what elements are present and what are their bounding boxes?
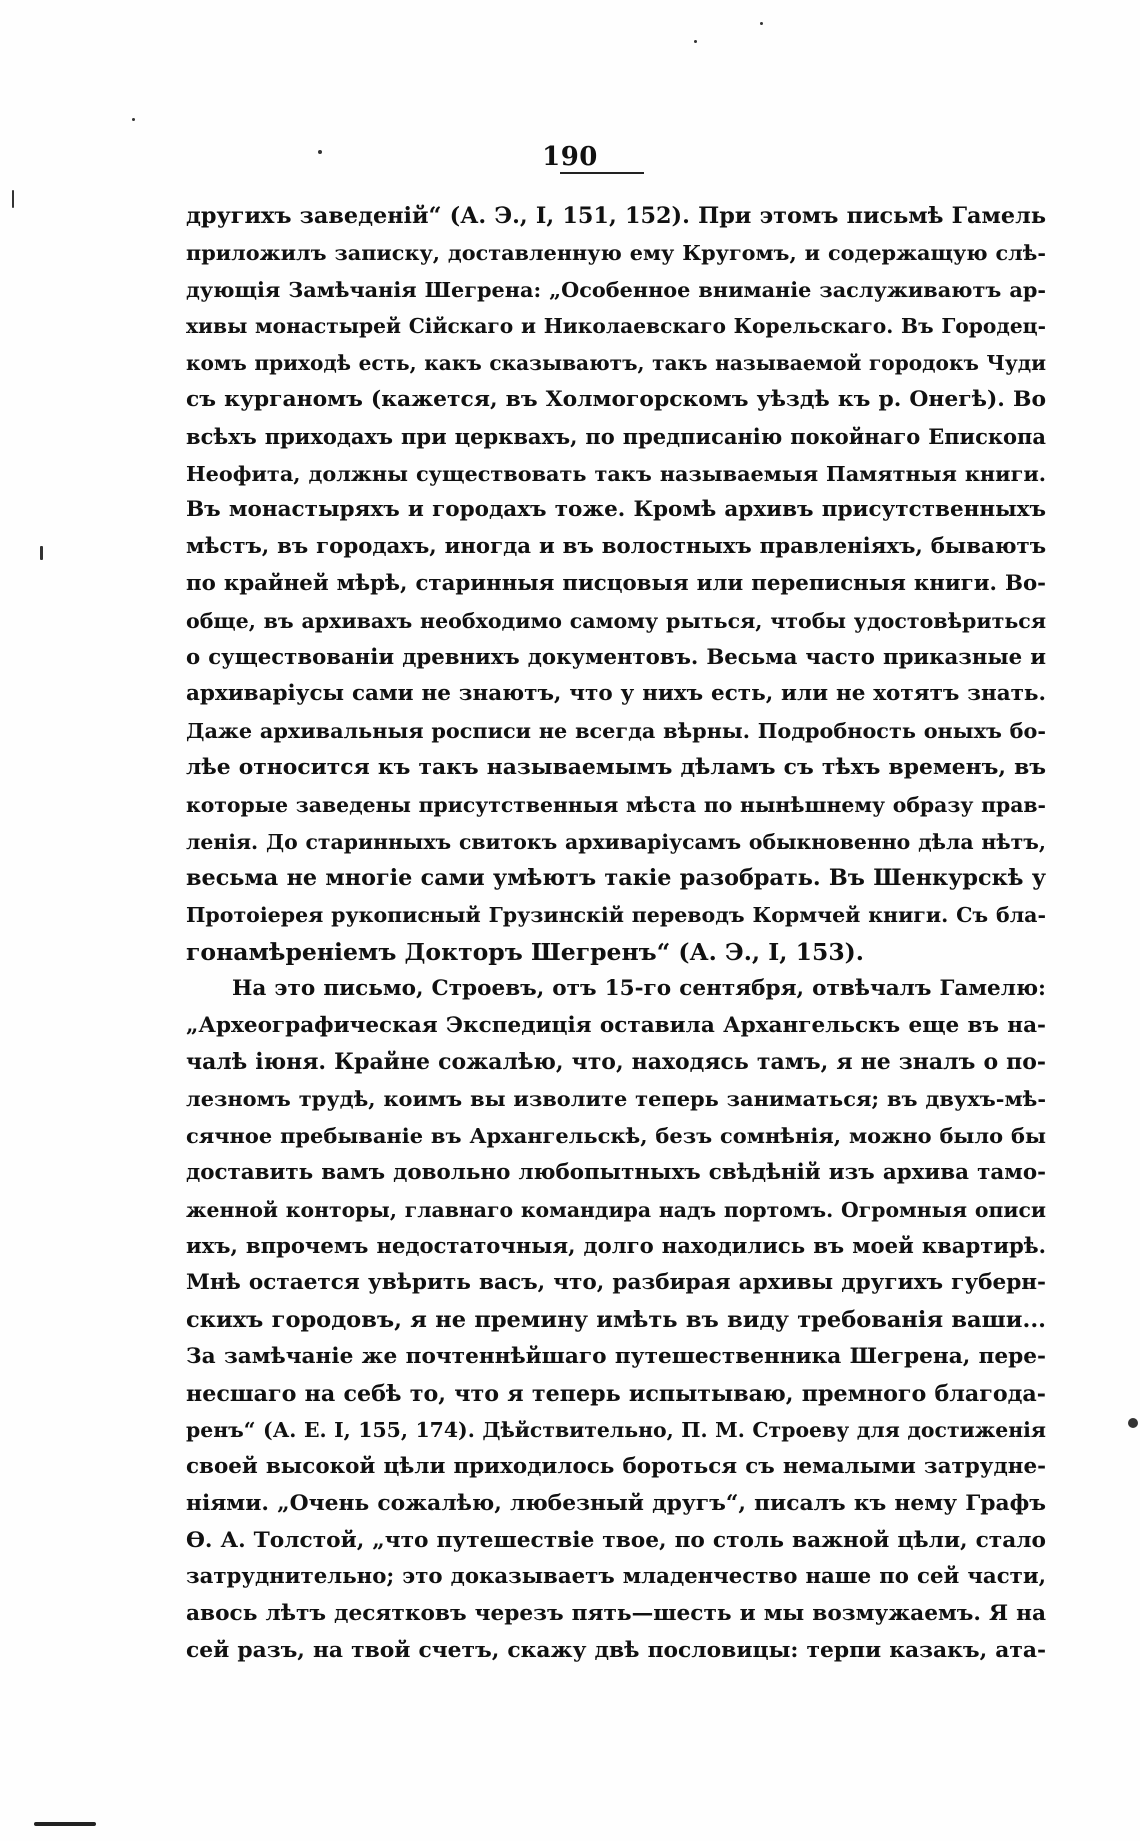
text-line: ихъ, впрочемъ недостаточныя, долго находились въ моей квартирѣ. bbox=[186, 1233, 1046, 1259]
text-line: доставить вамъ довольно любопытныхъ свѣдѣній изъ архива тамо- bbox=[186, 1159, 1046, 1185]
text-line: чалѣ іюня. Крайне сожалѣю, что, находясь тамъ, я не зналъ о по- bbox=[186, 1049, 1046, 1076]
text-line: ніями. „Очень сожалѣю, любезный другъ“, писалъ къ нему Графъ bbox=[186, 1490, 1046, 1516]
text-line: комъ приходѣ есть, какъ сказываютъ, такъ называемой городокъ Чуди bbox=[186, 351, 1046, 376]
text-line: Ѳ. А. Толстой, „что путешествіе твое, по столь важной цѣли, стало bbox=[186, 1527, 1046, 1553]
text-line: гонамѣреніемъ Докторъ Шегренъ“ (А. Э., І, 153). bbox=[186, 937, 864, 966]
text-line: ленія. До старинныхъ свитокъ архиваріусамъ обыкновенно дѣла нѣтъ, bbox=[186, 829, 1046, 854]
text-line: затруднительно; это доказываетъ младенчество наше по сей части, bbox=[186, 1564, 1046, 1590]
text-line: своей высокой цѣли приходилось бороться съ немалыми затрудне- bbox=[186, 1454, 1046, 1480]
text-line: мѣстъ, въ городахъ, иногда и въ волостныхъ правленіяхъ, бываютъ bbox=[186, 534, 1046, 560]
text-line: Неофита, должны существовать такъ называемыя Памятныя книги. bbox=[186, 460, 1046, 486]
scan-edge-mark bbox=[34, 1822, 96, 1826]
text-line: весьма не многіе сами умѣютъ такіе разобрать. Въ Шенкурскѣ у bbox=[186, 865, 1046, 892]
text-line: лѣе относится къ такъ называемымъ дѣламъ съ тѣхъ временъ, въ bbox=[186, 754, 1046, 780]
page-number-rule bbox=[560, 172, 644, 174]
text-line: по крайней мѣрѣ, старинныя писцовыя или переписныя книги. Во- bbox=[186, 570, 1046, 596]
text-line: обще, въ архивахъ необходимо самому рыться, чтобы удостовѣриться bbox=[186, 608, 1046, 633]
text-line: которые заведены присутственныя мѣста по нынѣшнему образу прав- bbox=[186, 792, 1046, 817]
body-text bbox=[186, 198, 1046, 1670]
scan-speck bbox=[694, 40, 697, 43]
scan-speck bbox=[132, 118, 135, 121]
text-line: авось лѣтъ десятковъ черезъ пять—шесть и мы возмужаемъ. Я на bbox=[186, 1601, 1046, 1627]
page-number: 190 bbox=[542, 142, 598, 172]
text-line: сей разъ, на твой счетъ, скажу двѣ пословицы: терпи казакъ, ата- bbox=[186, 1638, 1046, 1664]
text-line: Въ монастыряхъ и городахъ тоже. Кромѣ архивъ присутственныхъ bbox=[186, 497, 1046, 523]
scan-speck bbox=[760, 22, 763, 25]
text-line: съ курганомъ (кажется, въ Холмогорскомъ уѣздѣ къ р. Онегѣ). Во bbox=[186, 386, 1046, 412]
text-line: лезномъ трудѣ, коимъ вы изволите теперь заниматься; въ двухъ-мѣ- bbox=[186, 1086, 1046, 1112]
text-line: хивы монастырей Сійскаго и Николаевскаго Корельскаго. Въ Городец- bbox=[186, 314, 1046, 339]
text-line: дующія Замѣчанія Шегрена: „Особенное вниманіе заслуживаютъ ар- bbox=[186, 276, 1046, 302]
scan-speck bbox=[12, 190, 14, 208]
text-line: всѣхъ приходахъ при церквахъ, по предписанію покойнаго Епископа bbox=[186, 423, 1046, 449]
scan-speck bbox=[1128, 1418, 1138, 1428]
text-line: несшаго на себѣ то, что я теперь испытываю, премного благода- bbox=[186, 1380, 1046, 1407]
text-line: о существованіи древнихъ документовъ. Весьма часто приказные и bbox=[186, 644, 1046, 670]
text-line: Мнѣ остается увѣрить васъ, что, разбирая архивы другихъ губерн- bbox=[186, 1270, 1046, 1296]
text-line: На это письмо, Строевъ, отъ 15-го сентября, отвѣчалъ Гамелю: bbox=[232, 975, 1046, 1001]
text-line: За замѣчаніе же почтеннѣйшаго путешественника Шегрена, пере- bbox=[186, 1343, 1046, 1369]
text-line: „Археографическая Экспедиція оставила Архангельскъ еще въ на- bbox=[186, 1012, 1046, 1038]
text-line: скихъ городовъ, я не премину имѣть въ виду требованія ваши... bbox=[186, 1306, 1046, 1333]
text-line: архиваріусы сами не знаютъ, что у нихъ есть, или не хотятъ знать. bbox=[186, 681, 1046, 707]
text-line: Даже архивальныя росписи не всегда вѣрны. Подробность оныхъ бо- bbox=[186, 718, 1046, 744]
scan-speck bbox=[40, 546, 43, 560]
text-line: женной конторы, главнаго командира надъ портомъ. Огромныя описи bbox=[186, 1197, 1046, 1222]
text-line: другихъ заведеній“ (А. Э., І, 151, 152). При этомъ письмѣ Гамель bbox=[186, 203, 1046, 229]
text-line: Протоіерея рукописный Грузинскій переводъ Кормчей книги. Съ бла- bbox=[186, 903, 1046, 928]
text-line: сячное пребываніе въ Архангельскѣ, безъ сомнѣнія, можно было бы bbox=[186, 1122, 1046, 1148]
text-line: ренъ“ (А. Е. І, 155, 174). Дѣйствительно, П. М. Строеву для достиженія bbox=[186, 1418, 1046, 1443]
text-line: приложилъ записку, доставленную ему Кругомъ, и содержащую слѣ- bbox=[186, 239, 1046, 265]
